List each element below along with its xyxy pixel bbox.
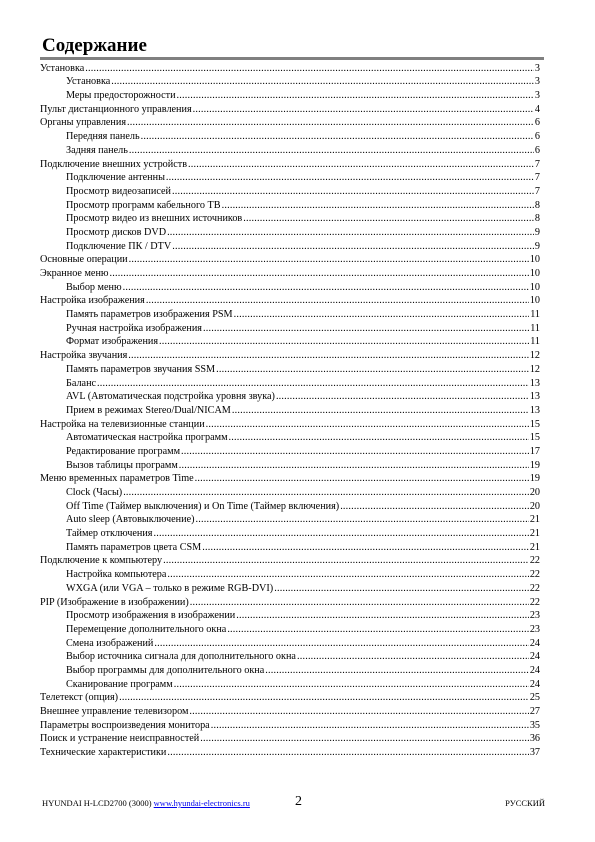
toc-leader-dots [229,432,529,444]
table-of-contents [40,61,540,759]
toc-leader-dots [216,364,529,376]
toc-entry[interactable] [40,225,540,239]
toc-entry-title: Просмотр программ кабельного ТВ [66,199,221,211]
toc-entry-title: Установка [66,76,111,88]
toc-entry-title: Подключение внешних устройств [40,158,188,170]
toc-entry-page: 21 [529,514,540,526]
toc-entry[interactable] [40,499,540,513]
toc-leader-dots [243,213,534,225]
toc-entry-page: 37 [529,747,540,759]
toc-entry-page: 15 [529,418,540,430]
toc-entry-title: PIP (Изображение в изображении) [40,596,189,608]
footer-model: HYUNDAI H-LCD2700 (3000) [42,798,154,808]
toc-entry-page: 19 [529,459,540,471]
toc-entry-page: 7 [534,172,540,184]
toc-entry-title: Память параметров изображения PSM [66,309,233,321]
toc-leader-dots [127,117,534,129]
toc-entry[interactable] [40,732,540,746]
toc-entry[interactable] [40,376,540,390]
toc-entry-title: Подключение к компьютеру [40,555,163,567]
toc-entry-page: 11 [530,336,540,348]
toc-entry[interactable] [40,157,540,171]
toc-leader-dots [163,555,529,567]
toc-entry-title: Clock (Часы) [66,487,123,498]
toc-leader-dots [146,295,529,307]
toc-entry-page: 15 [529,432,540,444]
toc-entry-title: Выбор источника сигнала для дополнительного окна [66,651,296,663]
toc-entry[interactable] [40,171,540,185]
toc-leader-dots [340,501,529,513]
toc-entry[interactable] [40,704,540,718]
toc-entry-title: Меню временных параметров Time [40,473,194,485]
toc-leader-dots [202,542,529,554]
toc-entry-page: 3 [534,90,540,102]
toc-entry-page: 10 [529,254,540,266]
toc-entry-page: 7 [534,158,540,170]
toc-leader-dots [236,610,529,622]
toc-entry-title: Передняя панель [66,131,140,143]
toc-entry[interactable] [40,116,540,130]
toc-entry[interactable] [40,567,540,581]
footer-left [42,798,250,808]
toc-entry[interactable] [40,691,540,705]
toc-leader-dots [123,282,529,294]
toc-entry[interactable] [40,526,540,540]
toc-entry-page: 3 [534,62,540,74]
toc-entry-title: Основные операции [40,254,128,266]
toc-entry-page: 6 [534,117,540,129]
toc-leader-dots [274,583,529,595]
toc-entry[interactable] [40,253,540,267]
toc-leader-dots [167,569,528,581]
toc-entry-page: 27 [529,706,540,717]
title-rule [40,57,544,60]
toc-leader-dots [153,528,528,540]
toc-entry-page: 13 [529,391,540,403]
toc-entry-title: Органы управления [40,117,127,129]
toc-entry[interactable] [40,458,540,472]
toc-entry[interactable] [40,609,540,623]
toc-entry[interactable] [40,294,540,308]
toc-entry[interactable] [40,540,540,554]
toc-entry-title: Параметры воспроизведения монитора [40,719,210,731]
toc-entry-title: Баланс [66,377,97,389]
page-footer [0,796,595,816]
toc-entry[interactable] [40,88,540,102]
toc-leader-dots [234,309,530,321]
toc-entry[interactable] [40,595,540,609]
toc-entry[interactable] [40,745,540,759]
toc-leader-dots [172,241,534,253]
toc-leader-dots [189,706,528,718]
toc-entry[interactable] [40,472,540,486]
toc-entry-page: 22 [529,555,540,567]
toc-entry-title: Память параметров цвета CSM [66,541,202,553]
toc-entry-title: Сканирование программ [66,678,173,690]
toc-entry-page: 20 [529,487,540,498]
toc-leader-dots [297,651,529,663]
footer-language: РУССКИЙ [505,798,545,808]
toc-leader-dots [110,268,529,280]
toc-entry-title: Ручная настройка изображения [66,322,202,334]
toc-entry-title: Смена изображений [66,637,154,649]
toc-entry-page: 8 [534,199,540,211]
toc-entry-page: 23 [529,610,540,622]
toc-entry[interactable] [40,335,540,349]
toc-leader-dots [195,473,529,485]
toc-entry-page: 24 [529,664,540,676]
toc-leader-dots [97,378,529,390]
toc-entry-page: 6 [534,144,540,156]
toc-entry-page: 11 [530,309,540,321]
toc-leader-dots [166,172,534,184]
toc-entry-page: 17 [529,445,540,457]
toc-entry-page: 6 [534,131,540,143]
toc-entry-title: Просмотр дисков DVD [66,226,167,238]
toc-leader-dots [129,254,529,266]
toc-leader-dots [167,747,528,759]
toc-entry-page: 35 [529,719,540,731]
toc-leader-dots [227,624,529,636]
toc-leader-dots [276,391,529,403]
toc-entry-title: Телетекст (опция) [40,692,119,704]
toc-entry[interactable] [40,622,540,636]
toc-entry-title: Формат изображения [66,336,159,348]
toc-entry-title: Редактирование программ [66,445,181,457]
toc-leader-dots [141,131,534,143]
toc-entry[interactable] [40,403,540,417]
toc-entry-page: 13 [529,404,540,416]
toc-entry[interactable] [40,212,540,226]
toc-entry[interactable] [40,431,540,445]
toc-entry[interactable] [40,198,540,212]
toc-leader-dots [232,405,529,417]
toc-leader-dots [154,638,528,650]
toc-entry-title: Выбор программы для дополнительного окна [66,664,265,676]
toc-leader-dots [167,227,534,239]
toc-leader-dots [172,186,534,198]
toc-entry-page: 22 [529,582,540,594]
toc-entry-page: 12 [529,363,540,375]
toc-entry-page: 19 [529,473,540,485]
toc-entry-page: 9 [534,240,540,252]
toc-leader-dots [129,145,534,157]
toc-entry-page: 25 [529,692,540,704]
toc-entry[interactable] [40,280,540,294]
toc-entry-page: 7 [534,185,540,197]
toc-entry-title: Пульт дистанционного управления [40,103,192,115]
toc-leader-dots [265,665,529,677]
toc-leader-dots [111,76,534,88]
toc-entry-page: 23 [529,623,540,635]
toc-entry[interactable] [40,677,540,691]
toc-entry-title: AVL (Автоматическая подстройка уровня звука) [66,391,275,403]
toc-entry[interactable] [40,444,540,458]
toc-entry-title: Экранное меню [40,268,109,279]
toc-entry[interactable] [40,718,540,732]
toc-entry[interactable] [40,663,540,677]
toc-entry-title: Просмотр изображения в изображении [66,610,236,622]
toc-leader-dots [181,446,529,458]
toc-entry-title: Автоматическая настройка программ [66,432,228,444]
toc-entry[interactable] [40,554,540,568]
toc-entry[interactable] [40,581,540,595]
page-number: 2 [295,794,302,809]
toc-entry-page: 10 [529,295,540,307]
toc-entry-title: Память параметров звучания SSM [66,363,216,375]
toc-entry[interactable] [40,650,540,664]
toc-entry-title: Настройка на телевизионные станции [40,418,205,430]
toc-entry-title: Настройка компьютера [66,569,167,581]
toc-entry-title: Подключение антенны [66,172,165,184]
toc-leader-dots [177,90,534,102]
toc-leader-dots [188,159,534,171]
toc-entry-page: 22 [529,569,540,581]
toc-leader-dots [203,323,529,335]
toc-entry[interactable] [40,636,540,650]
toc-entry-title: Вызов таблицы программ [66,459,178,471]
toc-entry-title: Настройка изображения [40,295,145,307]
toc-entry-title: WXGA (или VGA – только в режиме RGB-DVI) [66,582,274,594]
toc-entry[interactable] [40,266,540,280]
toc-entry-page: 3 [534,76,540,88]
toc-leader-dots [179,460,529,472]
toc-entry-page: 24 [529,678,540,690]
toc-leader-dots [200,733,529,745]
toc-entry[interactable] [40,417,540,431]
toc-entry-page: 4 [534,103,540,115]
toc-leader-dots [85,63,534,75]
toc-entry[interactable] [40,321,540,335]
toc-entry[interactable] [40,61,540,75]
toc-entry-page: 21 [529,541,540,553]
toc-entry-title: Просмотр видеозаписей [66,185,171,197]
toc-entry-title: Технические характеристики [40,747,167,759]
toc-entry[interactable] [40,485,540,499]
toc-entry-page: 36 [529,733,540,745]
toc-entry[interactable] [40,184,540,198]
toc-entry[interactable] [40,348,540,362]
toc-entry-title: Настройка звучания [40,350,128,362]
toc-leader-dots [128,350,529,362]
toc-entry-page: 9 [534,226,540,238]
toc-entry-page: 22 [529,596,540,608]
toc-leader-dots [222,200,534,212]
toc-leader-dots [159,336,529,348]
toc-entry-page: 24 [529,637,540,649]
toc-entry-page: 12 [529,350,540,362]
toc-entry-title: Прием в режимах Stereo/Dual/NICAM [66,404,231,416]
toc-leader-dots [193,104,534,116]
toc-entry[interactable] [40,513,540,527]
toc-entry-title: Подключение ПК / DTV [66,240,172,252]
toc-entry-title: Auto sleep (Автовыключение) [66,514,195,526]
toc-entry[interactable] [40,307,540,321]
toc-entry-title: Off Time (Таймер выключения) и On Time (Таймер включения) [66,500,340,512]
toc-leader-dots [190,597,529,609]
toc-entry-page: 20 [529,500,540,512]
toc-entry[interactable] [40,102,540,116]
toc-entry-title: Внешнее управление телевизором [40,706,189,717]
toc-entry[interactable] [40,362,540,376]
toc-entry-page: 21 [529,528,540,540]
toc-entry[interactable] [40,143,540,157]
toc-entry-title: Задняя панель [66,144,128,156]
toc-entry-page: 11 [530,322,540,334]
toc-leader-dots [123,487,529,499]
toc-entry[interactable] [40,390,540,404]
toc-entry-title: Перемещение дополнительного окна [66,623,227,635]
toc-entry[interactable] [40,75,540,89]
toc-entry-title: Меры предосторожности [66,90,176,102]
toc-entry-page: 10 [529,268,540,279]
toc-entry-title: Таймер отключения [66,528,153,540]
toc-leader-dots [174,679,529,691]
toc-entry-title: Поиск и устранение неисправностей [40,733,200,745]
toc-entry[interactable] [40,239,540,253]
toc-entry-page: 13 [529,377,540,389]
toc-entry-title: Выбор меню [66,281,122,293]
toc-entry[interactable] [40,129,540,143]
toc-leader-dots [211,720,529,732]
toc-entry-page: 10 [529,281,540,293]
toc-entry-title: Просмотр видео из внешних источников [66,213,243,225]
toc-entry-page: 24 [529,651,540,663]
toc-leader-dots [206,419,529,431]
toc-entry-title: Установка [40,62,85,74]
toc-leader-dots [196,514,529,526]
page-title: Содержание [42,35,147,56]
footer-website-link[interactable]: www.hyundai-electronics.ru [153,798,250,808]
toc-leader-dots [119,692,529,704]
toc-entry-page: 8 [534,213,540,225]
